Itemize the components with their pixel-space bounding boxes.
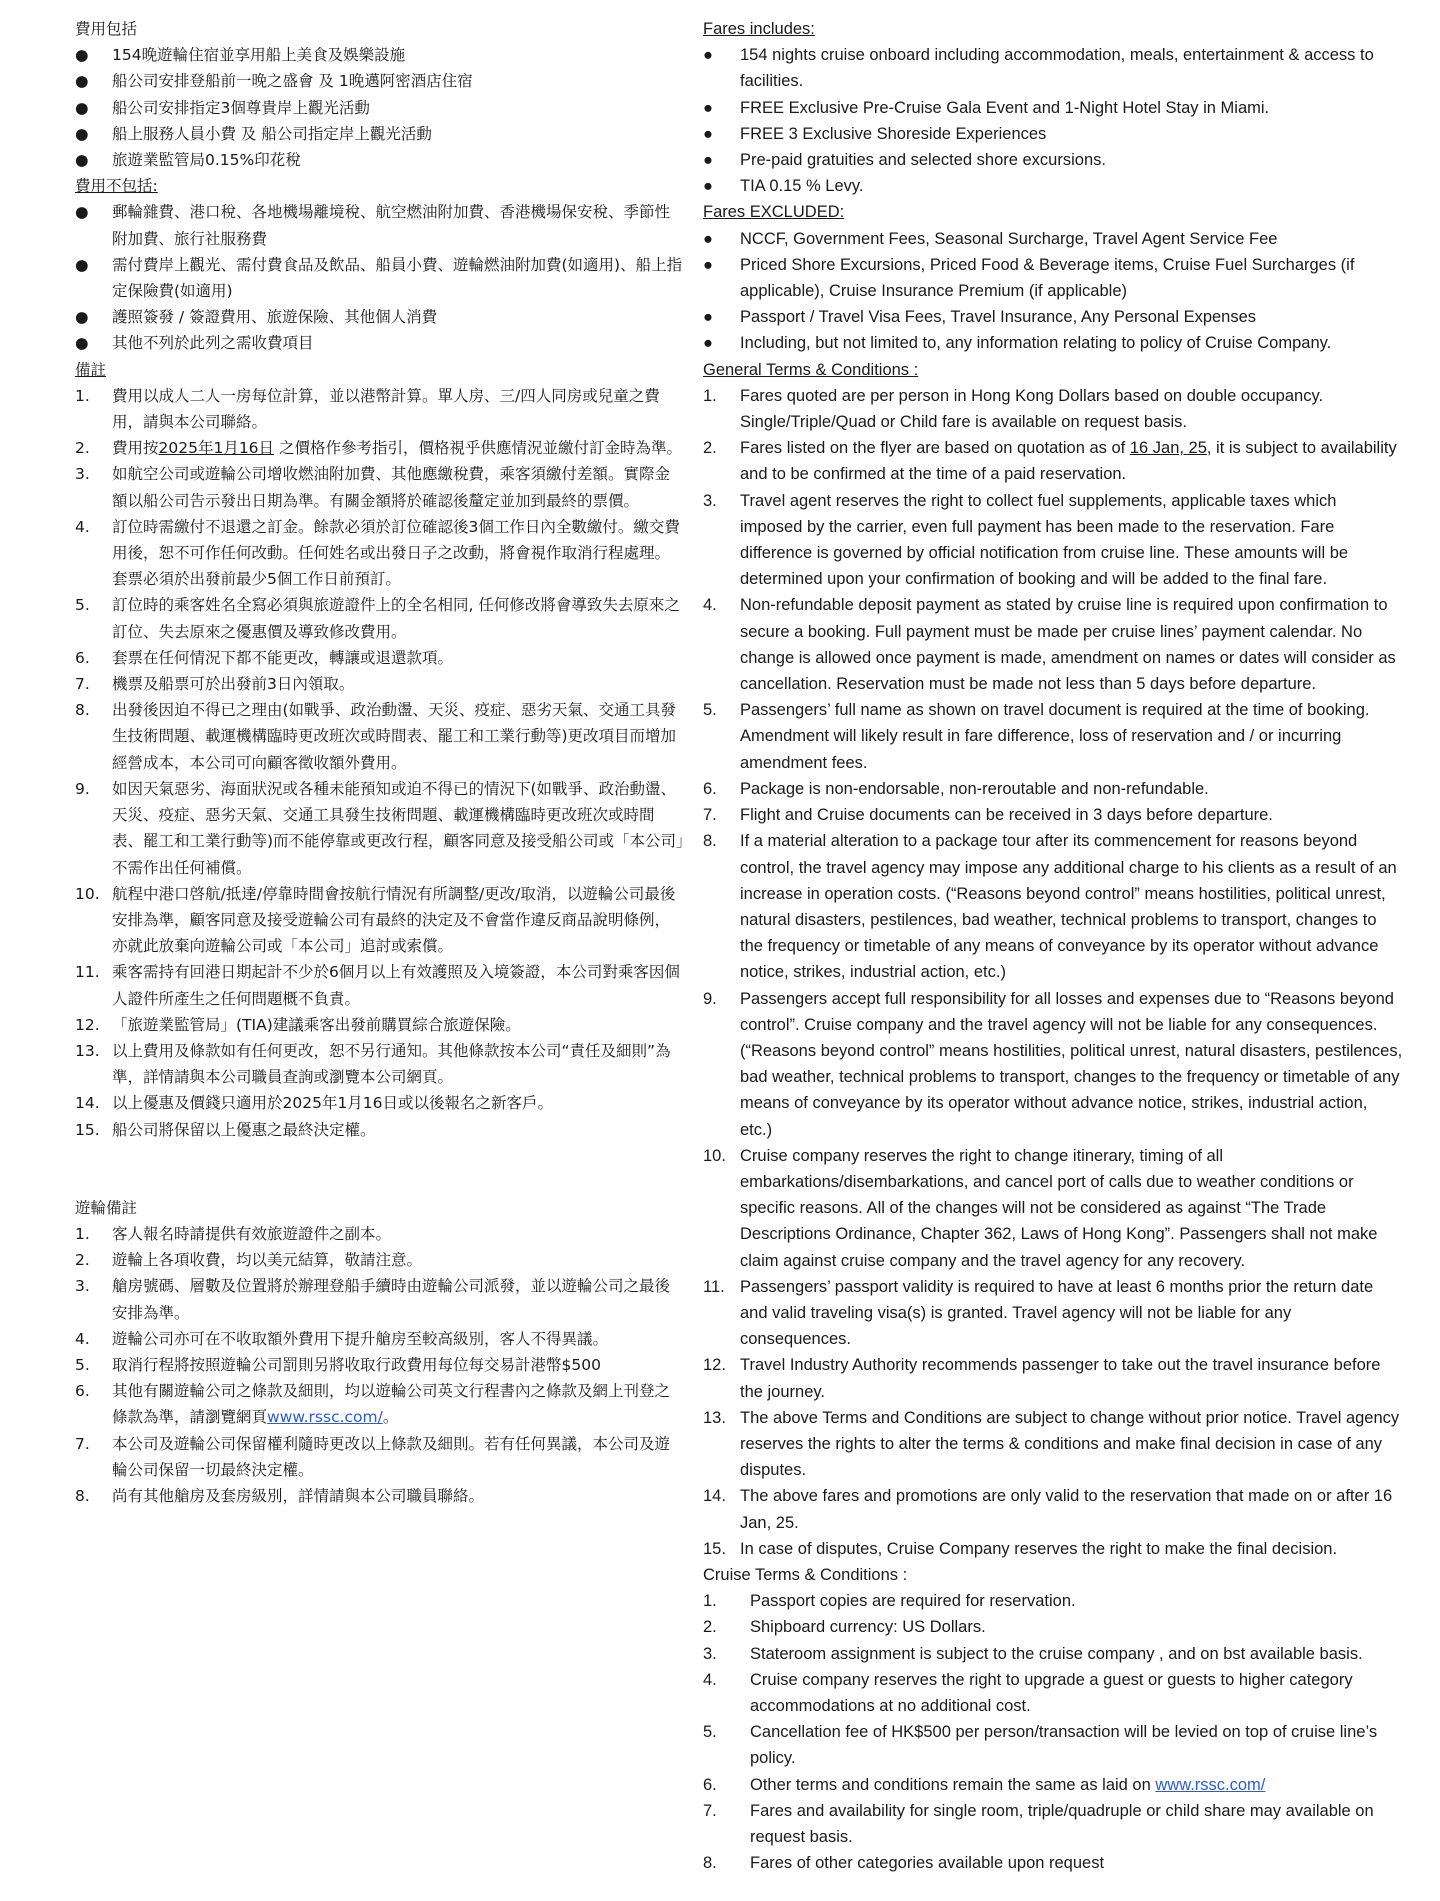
list-item: 5. 取消行程將按照遊輪公司罰則另將收取行政費用每位每交易計港幣$500: [75, 1355, 601, 1374]
list-item: 3. 如航空公司或遊輪公司增收燃油附加費、其他應繳稅費，乘客須繳付差額。實際金額以船公司告示發出日期為準。有關金額將於確認後釐定並加到最終的票價。: [75, 465, 671, 510]
chinese-terms-column: [75, 16, 685, 1509]
list-item: 10. Cruise company reserves the right to change itinerary, timing of all embarkations/disembarkations, and cancel port of calls due to weather conditions or specific reasons. All of the changes will not be considered as against “The Trade Descriptions Ordinance, Chapter 362, Laws of Hong Kong”. Passengers shall not make claim against cruise company and the travel agency for any recovery.: [703, 1146, 1378, 1270]
list-item: 6. Other terms and conditions remain the same as laid on www.rssc.com/: [703, 1775, 1266, 1794]
list-item: 6. 其他有關遊輪公司之條款及細則，均以遊輪公司英文行程書內之條款及網上刊登之條款為準，請瀏覽網頁www.rssc.com/。: [75, 1382, 671, 1427]
list-item: ● 船公司安排指定3個尊貴岸上觀光活動: [75, 95, 685, 121]
bullet-icon: ●: [703, 177, 713, 196]
bullet-icon: ●: [703, 308, 713, 327]
list-item: ● Pre-paid gratuities and selected shore excursions.: [703, 147, 1403, 173]
list-item: ● 154晚遊輪住宿並享用船上美食及娛樂設施: [75, 42, 685, 68]
en-includes-title: Fares includes:: [703, 20, 815, 38]
bullet-icon: ●: [703, 124, 713, 143]
list-item: 5. 訂位時的乘客姓名全寫必須與旅遊證件上的全名相同, 任何修改將會導致失去原來之訂位、失去原來之優惠價及導致修改費用。: [75, 596, 680, 641]
en-excludes-list: [703, 226, 1403, 357]
list-item: 1. 費用以成人二人一房每位計算，並以港幣計算。單人房、三/四人同房或兒童之費用，請與本公司聯絡。: [75, 386, 660, 432]
bullet-icon: ●: [75, 203, 89, 222]
list-item: 7. Flight and Cruise documents can be received in 3 days before departure.: [703, 806, 1273, 825]
bullet-icon: ●: [75, 98, 89, 117]
list-item: 3. 艙房號碼、層數及位置將於辦理登船手續時由遊輪公司派發，並以遊輪公司之最後安排為準。: [75, 1277, 671, 1322]
bullet-icon: ●: [703, 229, 713, 248]
bullet-icon: ●: [75, 308, 89, 327]
bullet-icon: ●: [703, 334, 713, 353]
list-item: 3. Stateroom assignment is subject to the cruise company , and on bst available basis.: [703, 1644, 1363, 1663]
list-item: ● FREE 3 Exclusive Shoreside Experiences: [703, 121, 1403, 147]
list-item: 7. Fares and availability for single room, triple/quadruple or child share may available on request basis.: [703, 1801, 1374, 1847]
list-item: 8. 出發後因迫不得已之理由(如戰爭、政治動盪、天災、疫症、惡劣天氣、交通工具發生技術問題、載運機構臨時更改班次或時間表、罷工和工業行動等)更改項目而增加經營成本，本公司可向顧客徵收額外費用。: [75, 701, 677, 772]
zh-cruise-title: 遊輪備註: [75, 1198, 138, 1217]
list-item: 15. In case of disputes, Cruise Company reserves the right to make the final decision.: [703, 1539, 1338, 1558]
list-item: 14. 以上優惠及價錢只適用於2025年1月16日或以後報名之新客戶。: [75, 1094, 554, 1113]
list-item: 11. Passengers’ passport validity is required to have at least 6 months prior the return date and valid traveling visa(s) is granted. Travel agency will not be liable for any consequences.: [703, 1277, 1374, 1349]
list-item: 1. 客人報名時請提供有效旅遊證件之副本。: [75, 1224, 392, 1243]
bullet-icon: ●: [75, 334, 89, 353]
en-terms-list: [703, 383, 1403, 1562]
rssc-link[interactable]: www.rssc.com/: [267, 1408, 383, 1427]
list-item: 1. Passport copies are required for reservation.: [703, 1592, 1076, 1611]
list-item: 4. Non-refundable deposit payment as stated by cruise line is required upon confirmation to secure a booking. Full payment must be made per cruise lines’ payment calendar. No change is allowed once payment is made, amendment on names or dates will consider as cancellation. Reservation must be made not less than 5 days before departure.: [703, 596, 1396, 694]
list-item: 10. 航程中港口啓航/抵達/停靠時間會按航行情況有所調整/更改/取消，以遊輪公司最後安排為準，顧客同意及接受遊輪公司有最終的決定及不會當作違反商品說明條例，亦就此放棄向遊輪公司或「本公司」追討或索償。: [75, 884, 676, 956]
zh-cruise-list: [75, 1221, 685, 1509]
zh-includes-title: 費用包括: [75, 20, 138, 38]
list-item: 4. 訂位時需繳付不退還之訂金。餘款必須於訂位確認後3個工作日內全數繳付。繳交費用後，恕不可作任何改動。任何姓名或出發日子之改動，將會視作取消行程處理。套票必須於出發前最少5個工作日前預訂。: [75, 517, 680, 589]
list-item: 2. 遊輪上各項收費，均以美元結算，敬請注意。: [75, 1251, 423, 1270]
list-item: 8. 尚有其他艙房及套房級別，詳情請與本公司職員聯絡。: [75, 1486, 485, 1505]
list-item: 6. 套票在任何情況下都不能更改，轉讓或退還款項。: [75, 648, 454, 667]
zh-remarks-list: [75, 383, 685, 1143]
list-item: 15. 船公司將保留以上優惠之最終決定權。: [75, 1120, 376, 1139]
bullet-icon: ●: [75, 151, 89, 170]
list-item: 4. 遊輪公司亦可在不收取額外費用下提升艙房至較高級別，客人不得異議。: [75, 1329, 609, 1348]
list-item: 6. Package is non-endorsable, non-reroutable and non-refundable.: [703, 779, 1209, 798]
en-cruise-list: [703, 1588, 1403, 1876]
list-item: 2. 費用按2025年1月16日 之價格作參考指引，價格視乎供應情況並繳付訂金時為準。: [75, 439, 682, 458]
list-item: 2. Shipboard currency: US Dollars.: [703, 1618, 986, 1637]
list-item: 12. Travel Industry Authority recommends passenger to take out the travel insurance before the journey.: [703, 1356, 1381, 1401]
en-terms-title: General Terms & Conditions :: [703, 360, 919, 379]
list-item: 11. 乘客需持有回港日期起計不少於6個月以上有效護照及入境簽證，本公司對乘客因個人證件所產生之任何問題概不負責。: [75, 963, 680, 1008]
en-cruise-title: Cruise Terms & Conditions :: [703, 1565, 908, 1584]
bullet-icon: ●: [75, 72, 89, 91]
list-item: 8. If a material alteration to a package tour after its commencement for reasons beyond control, the travel agency may impose any additional charge to his clients as a result of an increase in operation costs. (“Reasons beyond control” means hostilities, political unrest, natural disasters, pestilences, bad weather, technical problems to transport, changes to the frequency or timetable of any means of conveyance by its operator without advance notice, strikes, industrial action, etc.): [703, 832, 1397, 982]
rssc-link[interactable]: www.rssc.com/: [1155, 1775, 1266, 1794]
list-item: 8. Fares of other categories available upon request: [703, 1854, 1105, 1873]
list-item: 9. 如因天氣惡劣、海面狀況或各種未能預知或迫不得已的情況下(如戰爭、政治動盪、天災、疫症、惡劣天氣、交通工具發生技術問題、載運機構臨時更改班次或時間表、罷工和工業行動等)而不能停靠或更改行程，顧客同意及接受船公司或「本公司」不需作出任何補償。: [75, 779, 684, 877]
en-excludes-title: Fares EXCLUDED:: [703, 203, 845, 222]
list-item: 13. The above Terms and Conditions are subject to change without prior notice. Travel agency reserves the rights to alter the terms & conditions and make final decision in case of any disputes.: [703, 1408, 1400, 1480]
english-terms-column: [703, 16, 1403, 1876]
list-item: ● Including, but not limited to, any information relating to policy of Cruise Company.: [703, 330, 1403, 356]
list-item: ● Priced Shore Excursions, Priced Food & Beverage items, Cruise Fuel Surcharges (if applicable), Cruise Insurance Premium (if applicable): [703, 252, 1403, 304]
list-item: 5. Cancellation fee of HK$500 per person/transaction will be levied on top of cruise line’s policy.: [703, 1723, 1378, 1768]
list-item: ● Passport / Travel Visa Fees, Travel Insurance, Any Personal Expenses: [703, 304, 1403, 330]
bullet-icon: ●: [703, 255, 713, 274]
list-item: 3. Travel agent reserves the right to collect fuel supplements, applicable taxes which imposed by the carrier, even full payment has been made to the reservation. Fare difference is governed by official notification from cruise line. These amounts will be determined upon your confirmation of booking and will be added to the final fare.: [703, 491, 1349, 589]
zh-excludes-title: 費用不包括:: [75, 177, 158, 196]
list-item: 7. 本公司及遊輪公司保留權利隨時更改以上條款及細則。若有任何異議，本公司及遊輪公司保留一切最終決定權。: [75, 1434, 671, 1479]
bullet-icon: ●: [75, 124, 89, 143]
list-item: ● 其他不列於此列之需收費項目: [75, 330, 685, 356]
list-item: ● 旅遊業監管局0.15%印花稅: [75, 147, 685, 173]
bullet-icon: ●: [703, 46, 713, 65]
list-item: ● FREE Exclusive Pre-Cruise Gala Event and 1-Night Hotel Stay in Miami.: [703, 95, 1403, 121]
zh-remarks-title: 備註: [75, 360, 107, 379]
bullet-icon: ●: [703, 98, 713, 117]
zh-includes-list: [75, 42, 685, 173]
list-item: ● 154 nights cruise onboard including accommodation, meals, entertainment & access to facilities.: [703, 42, 1403, 94]
list-item: 14. The above fares and promotions are only valid to the reservation that made on or after 16 Jan, 25.: [703, 1487, 1393, 1532]
en-includes-list: [703, 42, 1403, 199]
list-item: 13. 以上費用及條款如有任何更改，恕不另行通知。其他條款按本公司“責任及細則”為準，詳情請與本公司職員查詢或瀏覽本公司網頁。: [75, 1041, 671, 1087]
list-item: 2. Fares listed on the flyer are based on quotation as of 16 Jan, 25, it is subject to availability and to be confirmed at the time of a paid reservation.: [703, 439, 1397, 484]
spacer: [75, 1143, 685, 1195]
zh-excludes-list: [75, 199, 685, 356]
list-item: ● 郵輪雜費、港口稅、各地機場離境稅、航空燃油附加費、香港機場保安稅、季節性附加費、旅行社服務費: [75, 199, 685, 251]
list-item: 1. Fares quoted are per person in Hong Kong Dollars based on double occupancy. Single/Triple/Quad or Child fare is available on request basis.: [703, 386, 1324, 432]
list-item: 7. 機票及船票可於出發前3日內領取。: [75, 675, 355, 694]
list-item: 4. Cruise company reserves the right to upgrade a guest or guests to higher category accommodations at no additional cost.: [703, 1670, 1353, 1715]
bullet-icon: ●: [75, 255, 89, 274]
list-item: 9. Passengers accept full responsibility for all losses and expenses due to “Reasons beyond control”. Cruise company and the travel agency will not be liable for any consequences. (“Reasons beyond control” means hostilities, political unrest, natural disasters, pestilences, bad weather, technical problems to transport, changes to the frequency or timetable of any means of conveyance by its operator without advance notice, strikes, industrial action, etc.): [703, 989, 1403, 1139]
list-item: ● TIA 0.15 % Levy.: [703, 173, 1403, 199]
bullet-icon: ●: [75, 46, 89, 65]
list-item: 12. 「旅遊業監管局」(TIA)建議乘客出發前購買綜合旅遊保險。: [75, 1015, 521, 1034]
list-item: ● 船公司安排登船前一晚之盛會 及 1晚邁阿密酒店住宿: [75, 68, 685, 94]
list-item: ● NCCF, Government Fees, Seasonal Surcharge, Travel Agent Service Fee: [703, 226, 1403, 252]
list-item: ● 需付費岸上觀光、需付費食品及飲品、船員小費、遊輪燃油附加費(如適用)、船上指定保險費(如適用): [75, 252, 685, 304]
list-item: ● 護照簽發 / 簽證費用、旅遊保險、其他個人消費: [75, 304, 685, 330]
list-item: 5. Passengers’ full name as shown on travel document is required at the time of booking. Amendment will likely result in fare difference, loss of reservation and / or incurring amendment fees.: [703, 701, 1370, 772]
quote-date: 2025年1月16日: [158, 439, 275, 458]
bullet-icon: ●: [703, 151, 713, 170]
quote-date: 16 Jan, 25: [1129, 439, 1207, 458]
list-item: ● 船上服務人員小費 及 船公司指定岸上觀光活動: [75, 121, 685, 147]
